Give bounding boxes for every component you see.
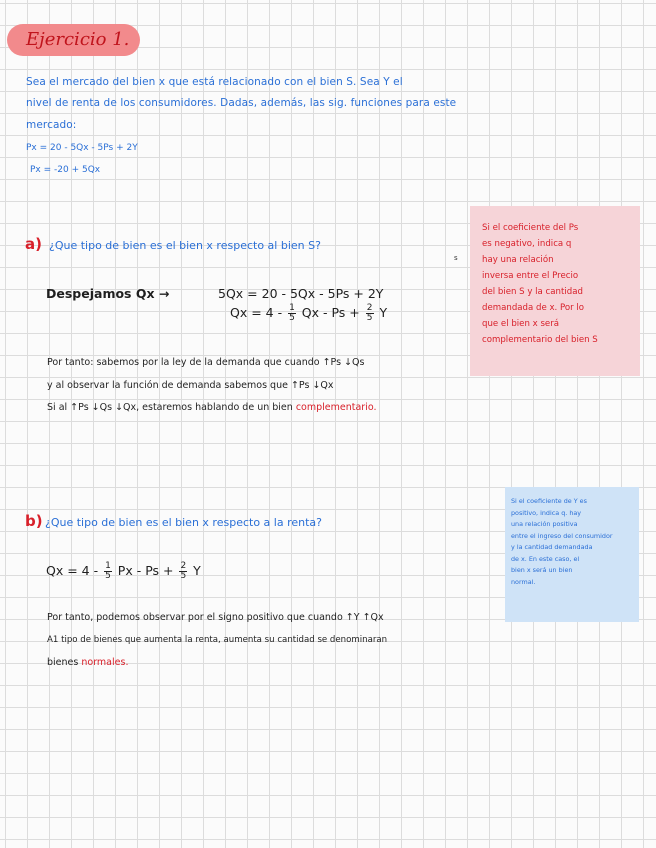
step-2-frac-2-den: 5 bbox=[366, 313, 373, 323]
part-b-frac-2-den: 5 bbox=[180, 571, 187, 581]
note-b-line: de x. En este caso, el bbox=[511, 554, 580, 563]
part-b-frac-2-num: 2 bbox=[180, 561, 187, 571]
note-a-line: complementario del bien S bbox=[482, 335, 598, 345]
step-2-frac-1-num: 1 bbox=[289, 303, 295, 313]
part-a-letter: a) bbox=[25, 235, 42, 253]
note-b-line: normal. bbox=[511, 577, 536, 586]
note-a-line: del bien S y la cantidad bbox=[482, 287, 583, 297]
step-2-equation bbox=[230, 304, 387, 323]
note-a-line: que el bien x será bbox=[482, 319, 560, 329]
step-2-fraction-1 bbox=[288, 304, 296, 323]
complementario-term: complementario. bbox=[295, 402, 377, 413]
part-b-eq-lhs: Qx = 4 - bbox=[46, 563, 99, 578]
step-2-mid: Qx - Ps + bbox=[301, 305, 360, 320]
part-b-fraction-1 bbox=[104, 562, 112, 581]
note-a-line: inversa entre el Precio bbox=[482, 271, 579, 281]
step-2-fraction-2 bbox=[366, 304, 374, 323]
part-b-frac-1-den: 5 bbox=[105, 571, 111, 581]
note-b-line: y la cantidad demandada bbox=[511, 543, 593, 551]
demand-equation: Px = -20 + 5Qx bbox=[30, 165, 101, 175]
note-a-line: Si el coeficiente del Ps bbox=[482, 223, 579, 233]
part-a-conclusion-1: Por tanto: sabemos por la ley de la demanda que cuando ↑Ps ↓Qs bbox=[47, 357, 365, 368]
note-b-line: bien x será un bien bbox=[511, 566, 573, 574]
intro-line-2: nivel de renta de los consumidores. Dadas, además, las sig. funciones para este bbox=[26, 97, 457, 109]
note-part-a bbox=[470, 206, 640, 376]
step-2-frac-1-den: 5 bbox=[289, 313, 295, 323]
part-a-question: ¿Que tipo de bien es el bien x respecto al bien S? bbox=[49, 239, 321, 252]
part-b-conclusion-3 bbox=[47, 657, 128, 668]
note-b-line: Si el coeficiente de Y es bbox=[511, 497, 587, 505]
part-b-fraction-2 bbox=[179, 562, 187, 581]
note-b-line: una relación positiva bbox=[511, 520, 578, 528]
note-part-b bbox=[505, 487, 639, 622]
part-b-conclusion-2: A1 tipo de bienes que aumenta la renta, aumenta su cantidad se denominaran bbox=[47, 635, 388, 645]
step-2-end: Y bbox=[379, 305, 388, 320]
despejamos-label: Despejamos Qx → bbox=[46, 286, 170, 301]
intro-line-1: Sea el mercado del bien x que está relacionado con el bien S. Sea Y el bbox=[26, 76, 403, 88]
part-b-equation bbox=[46, 562, 201, 581]
intro-line-3: mercado: bbox=[26, 119, 77, 131]
supply-equation: Px = 20 - 5Qx - 5Ps + 2Y bbox=[26, 143, 138, 153]
part-b-eq-end: Y bbox=[193, 563, 201, 578]
part-b-frac-1-num: 1 bbox=[105, 561, 111, 571]
part-b-letter: b) bbox=[25, 512, 43, 530]
normales-term: normales. bbox=[81, 657, 129, 668]
note-a-line: hay una relación bbox=[482, 255, 554, 265]
part-b-conclusion-1: Por tanto, podemos observar por el signo positivo que cuando ↑Y ↑Qx bbox=[47, 612, 384, 623]
part-b-conclusion-3-text: bienes bbox=[47, 657, 82, 668]
note-b-line: entre el ingreso del consumidor bbox=[511, 531, 613, 540]
page-title: Ejercicio 1. bbox=[26, 29, 130, 50]
note-a-line: demandada de x. Por lo bbox=[482, 303, 585, 313]
note-a-line: es negativo, indica q bbox=[482, 239, 572, 249]
part-a-conclusion-3-text: Si al ↑Ps ↓Qs ↓Qx, estaremos hablando de un bien bbox=[47, 402, 296, 413]
note-b-line: positivo, indica q. hay bbox=[511, 508, 582, 517]
step-2-frac-2-num: 2 bbox=[366, 303, 373, 313]
stray-mark: s bbox=[454, 254, 458, 262]
part-a-conclusion-3 bbox=[47, 402, 377, 413]
step-1-equation: 5Qx = 20 - 5Qx - 5Ps + 2Y bbox=[218, 286, 384, 301]
part-b-question: ¿Que tipo de bien es el bien x respecto a la renta? bbox=[45, 516, 322, 529]
part-a-conclusion-2: y al observar la función de demanda sabemos que ↑Ps ↓Qx bbox=[47, 380, 334, 391]
part-b-eq-mid: Px - Ps + bbox=[117, 563, 174, 578]
step-2-lhs: Qx = 4 - bbox=[230, 305, 283, 320]
